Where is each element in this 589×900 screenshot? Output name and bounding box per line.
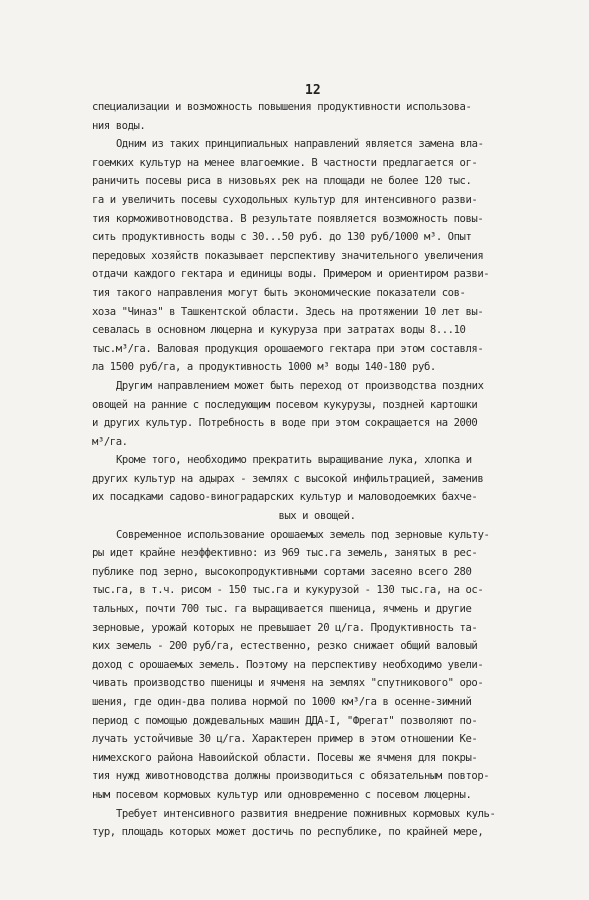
text-line: тыс.м³/га. Валовая продукция орошаемого гектара при этом составля- <box>92 342 484 355</box>
text-line: период с помощью дождевальных машин ДДА-I, "Фрегат" позволяют по- <box>92 714 478 727</box>
text-line: ких земель - 200 руб/га, естественно, резко снижает общий валовый <box>92 640 478 653</box>
text-line: гоемких культур на менее влагоемкие. В частности предлагается ог- <box>92 156 478 169</box>
text-line: м³/га. <box>92 435 128 448</box>
text-line: тия нужд животноводства должны производиться с обязательным повтор- <box>92 770 490 783</box>
text-line: специализации и возможность повышения продуктивности использова- <box>92 101 472 113</box>
text-line: нимехского района Навоийской области. Посевы же ячменя для покры- <box>92 751 478 764</box>
paragraph-first-line: Требует интенсивного развития внедрение пожнивных кормовых куль- <box>116 807 496 820</box>
text-line: других культур на адырах - землях с высокой инфильтрацией, заменив <box>92 472 484 485</box>
text-line: га и увеличить посевы суходольных культур для интенсивного разви- <box>92 193 478 206</box>
text-line: сить продуктивность воды с 30...50 руб. до 130 руб/1000 м³. Опыт <box>92 231 472 244</box>
text-line: раничить посевы риса в низовьях рек на площади не более 120 тыс. <box>92 175 472 188</box>
paragraph-first-line: Кроме того, необходимо прекратить выращивание лука, хлопка и <box>116 454 472 467</box>
text-line: ры идет крайне неэффективно: из 969 тыс.га земель, занятых в рес- <box>92 547 478 560</box>
text-line: зерновые, урожай которых не превышает 20 ц/га. Продуктивность та- <box>92 621 478 634</box>
text-line: ния воды. <box>92 119 146 132</box>
paragraph-first-line: Одним из таких принципиальных направлений является замена вла- <box>116 138 484 151</box>
text-line: тыс.га, в т.ч. рисом - 150 тыс.га и кукурузой - 130 тыс.га, на ос- <box>92 584 484 597</box>
text-line: чивать производство пшеницы и ячменя на землях "спутникового" оро- <box>92 677 484 690</box>
text-line: и других культур. Потребность в воде при этом сокращается на 2000 <box>92 417 478 430</box>
text-line: тур, площадь которых может достичь по республике, по крайней мере, <box>92 826 484 839</box>
text-line: ла 1500 руб/га, а продуктивность 1000 м³ воды 140-180 руб. <box>92 361 436 374</box>
text-line: вых и овощей. <box>278 510 356 523</box>
paragraph-first-line: Другим направлением может быть переход от производства поздних <box>116 379 484 392</box>
text-line: публике под зерно, высокопродуктивными сортами засеяно всего 280 <box>92 565 472 578</box>
text-line: доход с орошаемых земель. Поэтому на перспективу необходимо увели- <box>92 658 484 671</box>
text-line: лучать устойчивые 30 ц/га. Характерен пример в этом отношении Ке- <box>92 733 478 746</box>
text-line: севалась в основном люцерна и кукуруза при затратах воды 8...10 <box>92 324 466 337</box>
text-line: ным посевом кормовых культур или одновременно с посевом люцерны. <box>92 788 472 801</box>
text-line: шения, где один-два полива нормой по 1000 км³/га в осенне-зимний <box>92 696 472 708</box>
text-line: тия такого направления могут быть экономические показатели сов- <box>92 286 466 299</box>
text-line: их посадками садово-виноградарских культур и маловодоемких бахче- <box>92 491 478 504</box>
text-line: тальных, почти 700 тыс. га выращивается пшеница, ячмень и другие <box>92 603 472 616</box>
text-line: хоза "Чиназ" в Ташкентской области. Здесь на протяжении 10 лет вы- <box>92 305 484 318</box>
text-line: тия корможивотноводства. В результате появляется возможность повы- <box>92 212 484 225</box>
page-number: 12 <box>305 83 321 98</box>
text-line: овощей на ранние с последующим посевом кукурузы, поздней картошки <box>92 398 478 411</box>
body-text <box>92 98 542 842</box>
text-line: отдачи каждого гектара и единицы воды. Примером и ориентиром разви- <box>92 268 490 281</box>
paragraph-first-line: Современное использование орошаемых земель под зерновые культу- <box>116 528 490 541</box>
text-line: передовых хозяйств показывает перспективу значительного увеличения <box>92 249 484 262</box>
